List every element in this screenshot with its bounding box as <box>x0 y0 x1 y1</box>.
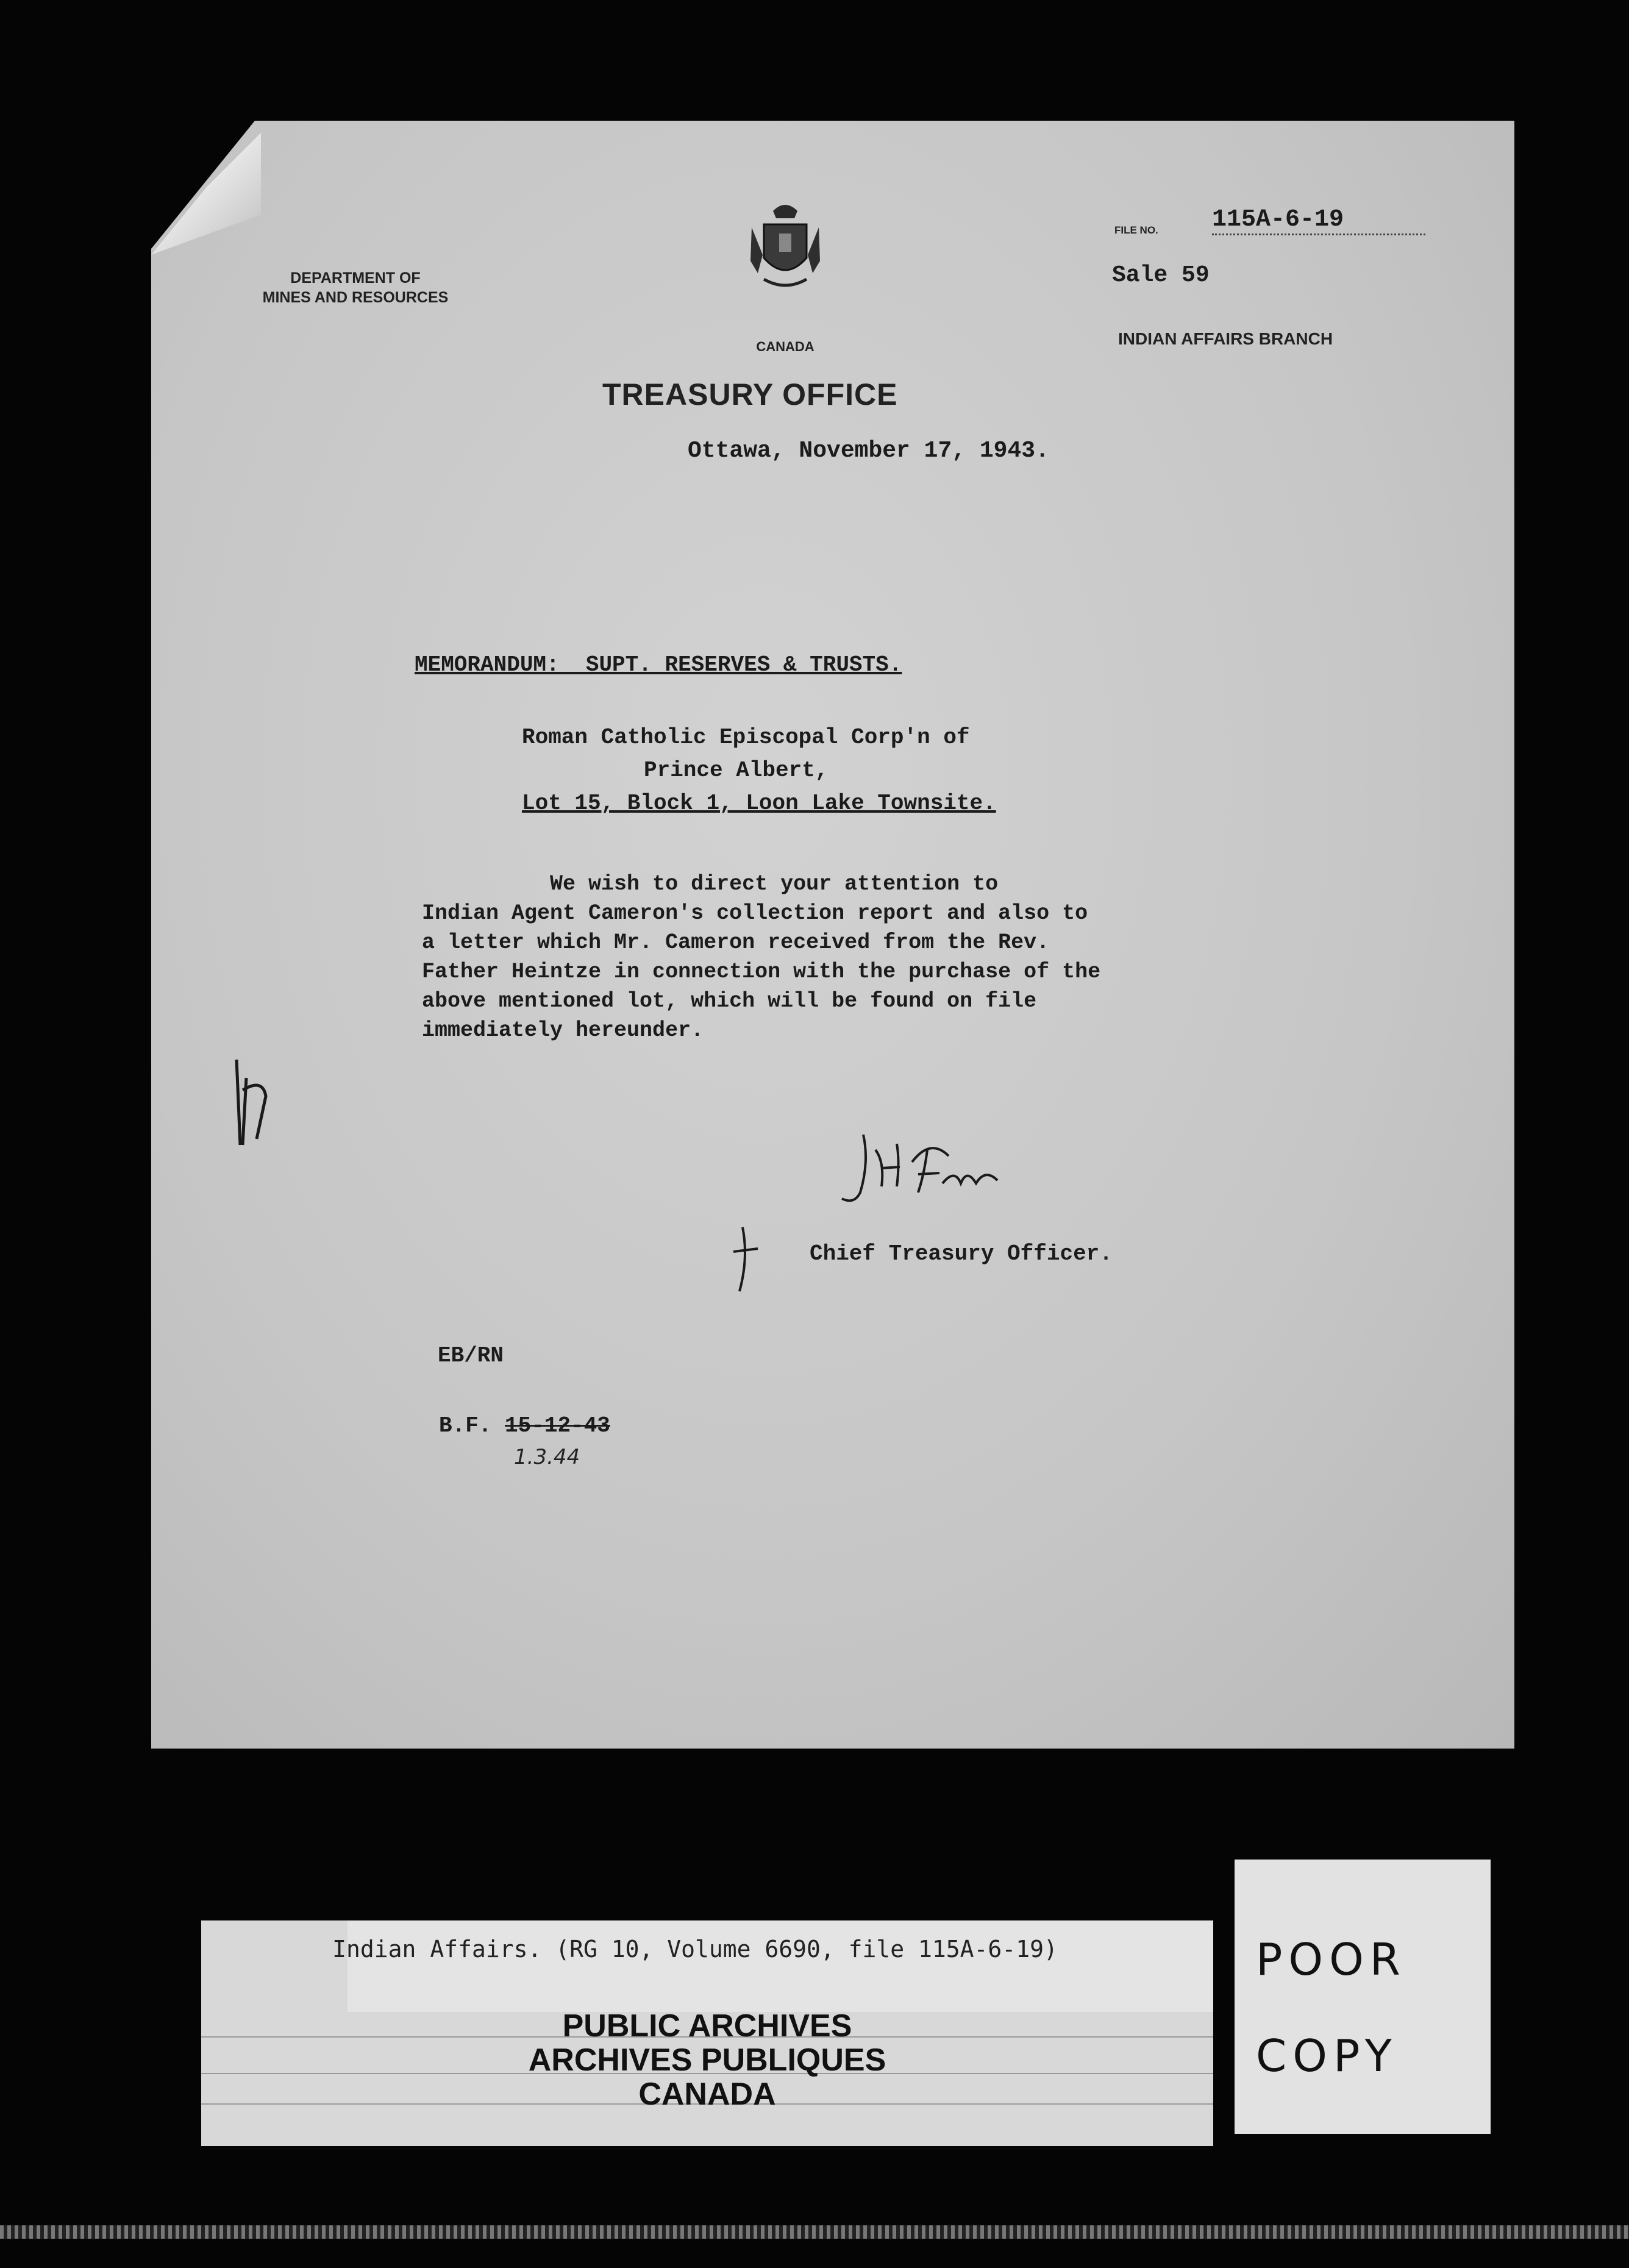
body-line: We wish to direct your attention to <box>422 872 999 896</box>
film-edge <box>0 2225 1629 2239</box>
date-line: Ottawa, November 17, 1943. <box>688 438 1049 464</box>
body-line: Indian Agent Cameron's collection report and also to <box>422 901 1088 925</box>
bring-forward-line <box>439 1413 610 1438</box>
body-line: Father Heintze in connection with the purchase of the <box>422 960 1101 984</box>
archive-line: PUBLIC ARCHIVES <box>562 2008 852 2044</box>
file-number: 115A-6-19 <box>1212 206 1425 235</box>
file-label: FILE NO. <box>1114 224 1158 236</box>
bf-label: B.F. <box>439 1413 492 1438</box>
quality-note <box>1256 1911 1406 2104</box>
archive-label-top <box>348 1920 1213 2012</box>
archive-reference: Indian Affairs. (RG 10, Volume 6690, file 115A-6-19) <box>332 1936 1058 1963</box>
archive-line: ARCHIVES PUBLIQUES <box>528 2042 886 2078</box>
per-mark <box>730 1221 767 1294</box>
coat-of-arms-icon <box>746 200 825 298</box>
body-line: immediately hereunder. <box>422 1018 704 1043</box>
quality-note-line: POOR <box>1256 1934 1406 1985</box>
crest-label: CANADA <box>756 339 815 354</box>
office-title: TREASURY OFFICE <box>602 377 898 412</box>
bf-old-date: 15-12-43 <box>505 1413 610 1438</box>
branch-name: INDIAN AFFAIRS BRANCH <box>1118 329 1333 348</box>
department-heading: DEPARTMENT OF MINES AND RESOURCES <box>262 269 449 306</box>
bf-new-date: 1.3.44 <box>514 1445 580 1469</box>
body-line: a letter which Mr. Cameron received from the Rev. <box>422 930 1050 955</box>
handwritten-signature <box>827 1125 1016 1211</box>
body-line: above mentioned lot, which will be found on file <box>422 989 1037 1013</box>
memo-heading: MEMORANDUM: SUPT. RESERVES & TRUSTS. <box>415 652 902 677</box>
margin-check-mark <box>229 1054 272 1151</box>
memo-body <box>422 869 1100 1045</box>
sale-number: Sale 59 <box>1112 262 1210 288</box>
typist-initials: EB/RN <box>438 1343 504 1368</box>
subject-line: Lot 15, Block 1, Loon Lake Townsite. <box>522 791 996 816</box>
subject-line: Roman Catholic Episcopal Corp'n of <box>522 725 970 750</box>
document-page <box>151 121 1514 1749</box>
archive-line: CANADA <box>638 2077 776 2112</box>
archive-stamp <box>427 2009 988 2111</box>
officer-title: Chief Treasury Officer. <box>810 1241 1113 1266</box>
subject-line: Prince Albert, <box>644 758 829 783</box>
subject-block <box>522 721 996 820</box>
quality-note-line: COPY <box>1256 2030 1398 2081</box>
